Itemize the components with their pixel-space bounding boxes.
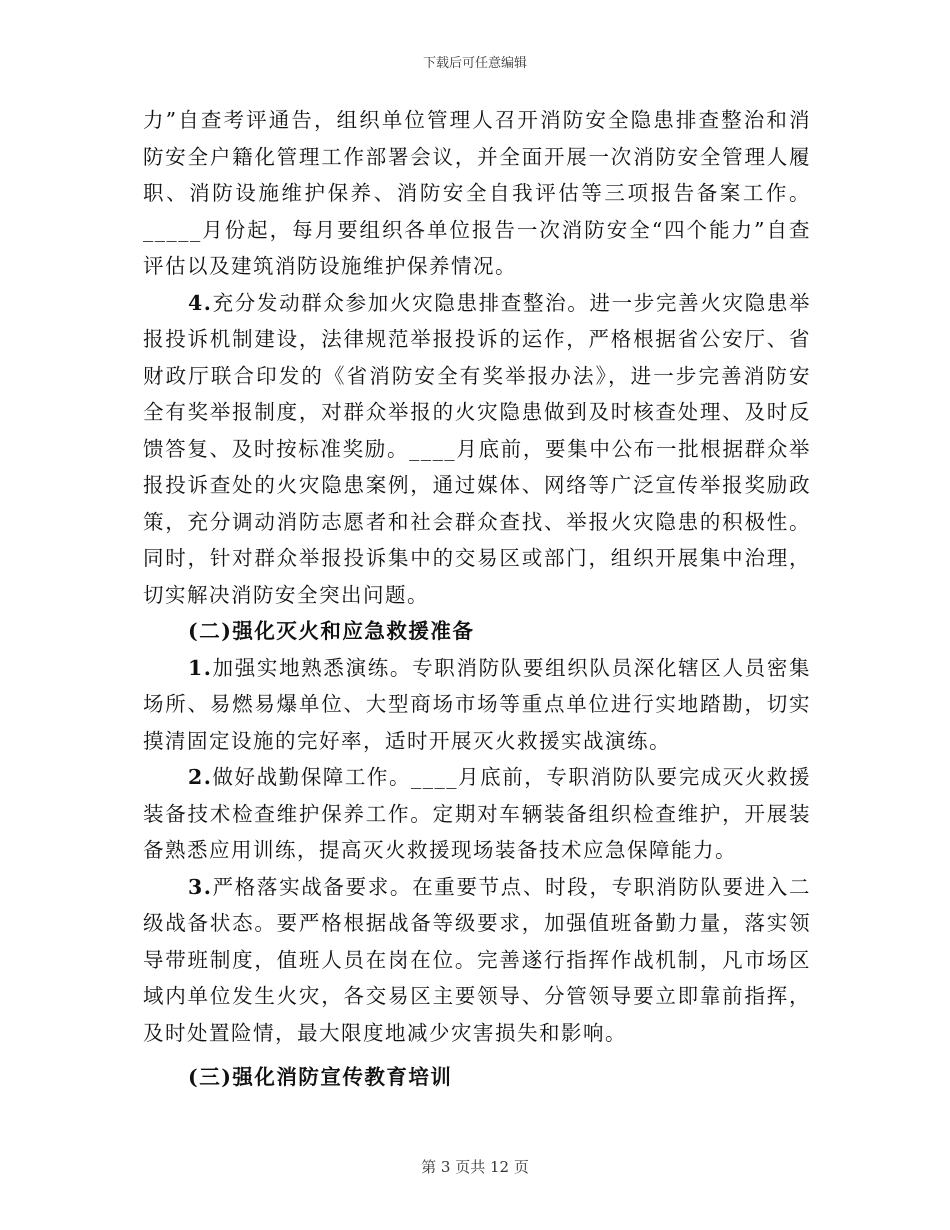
paragraph-section2-item-1 bbox=[143, 650, 811, 760]
paragraph-text: 加强实地熟悉演练。专职消防队要组织队员深化辖区人员密集场所、易燃易爆单位、大型商场市场等重点单位进行实地踏勘，切实摸清固定设施的完好率，适时开展灭火救援实战演练。 bbox=[143, 655, 811, 753]
document-body bbox=[143, 102, 811, 1096]
item-number: 2. bbox=[188, 765, 213, 789]
item-number: 4. bbox=[188, 290, 213, 315]
item-number: 1. bbox=[188, 655, 213, 680]
section-heading-2: (二)强化灭火和应急救援准备 bbox=[188, 619, 475, 643]
paragraph-text: 做好战勤保障工作。____月底前，专职消防队要完成灭火救援装备技术检查维护保养工作。定期对车辆装备组织检查维护，开展装备熟悉应用训练，提高灭火救援现场装备技术应急保障能力。 bbox=[143, 765, 811, 862]
header-note: 下载后可任意编辑 bbox=[422, 56, 527, 71]
paragraph-section2-item-3 bbox=[143, 869, 811, 1052]
paragraph-text: 严格落实战备要求。在重要节点、时段，专职消防队要进入二级战备状态。要严格根据战备等级要求，加强值班备勤力量，落实领导带班制度，值班人员在岗在位。完善遂行指挥作战机制，凡市场区域内单位发生火灾，各交易区主要领导、分管领导要立即靠前指挥，及时处置险情，最大限度地减少灾害损失和影响。 bbox=[143, 874, 811, 1045]
paragraph-text: 充分发动群众参加火灾隐患排查整治。进一步完善火灾隐患举报投诉机制建设，法律规范举报投诉的运作，严格根据省公安厅、省财政厅联合印发的《省消防安全有奖举报办法》，进一步完善消防安全有奖举报制度，对群众举报的火灾隐患做到及时核查处理、及时反馈答复、及时按标准奖励。____月底前，要集中公布一批根据群众举报投诉查处的火灾隐患案例，通过媒体、网络等广泛宣传举报奖励政策，充分调动消防志愿者和社会群众查找、举报火灾隐患的积极性。同时，针对群众举报投诉集中的交易区或部门，组织开展集中治理，切实解决消防安全突出问题。 bbox=[143, 290, 811, 607]
paragraph-text: 力”自查考评通告，组织单位管理人召开消防安全隐患排查整治和消防安全户籍化管理工作部署会议，并全面开展一次消防安全管理人履职、消防设施维护保养、消防安全自我评估等三项报告备案工作。_____月份起，每月要组织各单位报告一次消防安全“四个能力”自查评估以及建筑消防设施维护保养情况。 bbox=[143, 108, 811, 278]
paragraph-continuation bbox=[143, 102, 811, 285]
item-number: 3. bbox=[188, 874, 213, 899]
paragraph-item-4 bbox=[143, 285, 811, 614]
page-number: 第 3 页共 12 页 bbox=[421, 1158, 529, 1176]
section-heading-3: (三)强化消防宣传教育培训 bbox=[188, 1065, 453, 1089]
paragraph-section2-item-2 bbox=[143, 759, 811, 869]
